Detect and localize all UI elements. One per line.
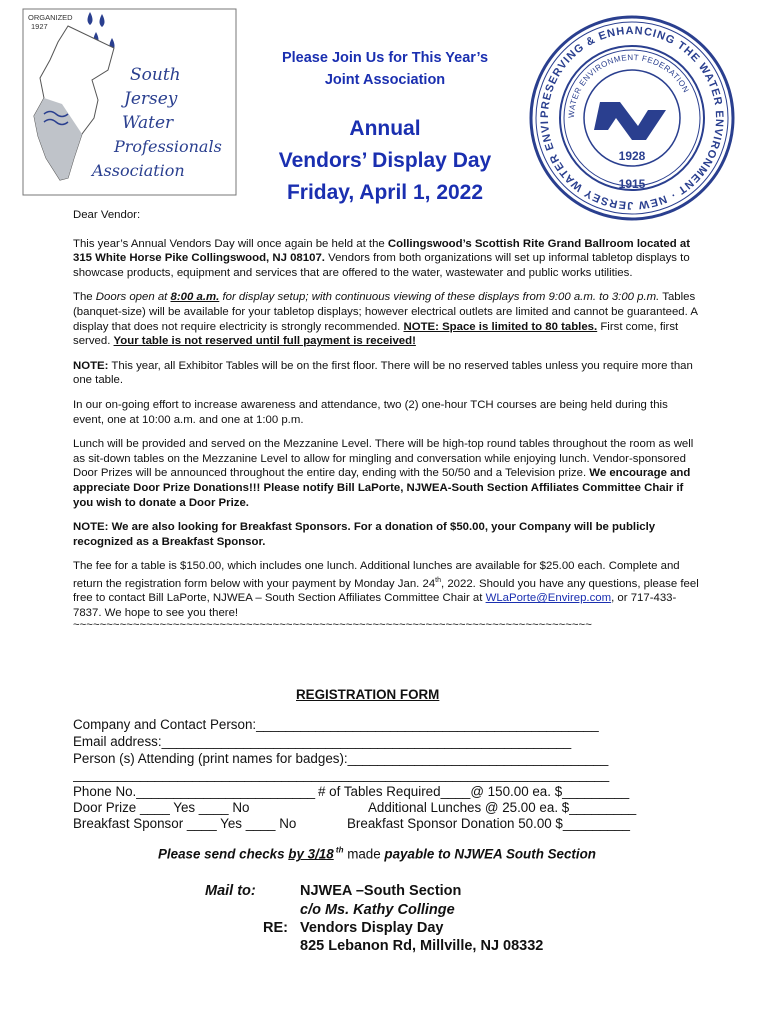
paragraph-tch-courses: In our on-going effort to increase awareness and attendance, two (2) one-hour TCH courses are being held during this event, one at 10:00 a.m. and one at 1:00 p.m. bbox=[73, 398, 668, 426]
water-drop-icon bbox=[100, 14, 105, 27]
email-address-field[interactable]: Email address:_______________________________________________________ bbox=[73, 734, 572, 749]
seal-ring-text: PRESERVING & ENHANCING THE WATER ENVIRONMENT · NEW JERSEY WATER ENVI bbox=[538, 24, 726, 212]
logo-name-line: South bbox=[130, 65, 181, 85]
page-title-event: Vendors’ Display Day bbox=[278, 149, 492, 172]
paragraph-fees: The fee for a table is $150.00, which includes one lunch. Additional lunches are available for $25.00 each. Complete and return the registration form below with your payment by Monday Jan. 24th, 2022. Should you have any questions, please feel free to contact Bill LaPorte, NJWEA – South Section Affiliates Committee Chair at WLaPorte@Envirep.com, or 717-433-7837. We hope to see you there! bbox=[73, 560, 699, 619]
checks-instruction: Please send checks by 3/18 $^{th}$ made payable to NJWEA South Section bbox=[158, 846, 596, 862]
company-contact-field[interactable]: Company and Contact Person:______________________________________________ bbox=[73, 717, 599, 732]
invite-line-1: Please Join Us for This Year’s bbox=[281, 50, 489, 66]
seal-year-outer: 1915 bbox=[618, 177, 646, 191]
page-title-annual: Annual bbox=[349, 117, 421, 140]
seal-year-inner: 1928 bbox=[618, 149, 646, 163]
invite-line-2: Joint Association bbox=[324, 72, 446, 88]
paragraph-note-tables: NOTE: This year, all Exhibitor Tables will be on the first floor. There will be no reserved tables unless you require more than one table. bbox=[73, 359, 693, 387]
mail-address-line-4: 825 Lebanon Rd, Millville, NJ 08332 bbox=[300, 938, 544, 954]
divider-tildes: ~~~~~~~~~~~~~~~~~~~~~~~~~~~~~~~~~~~~~~~~~~~~~~~~~~~~~~~~~~~~~~~~~~~~~~~~~~~~~~ bbox=[73, 620, 592, 632]
persons-attending-field[interactable]: Person (s) Attending (print names for badges):___________________________________ bbox=[73, 751, 609, 766]
paragraph-schedule: The Doors open at 8:00 a.m. for display setup; with continuous viewing of these displays from 9:00 a.m. to 3:00 p.m. Tables (banquet-size) will be available for your tabletop displays; however electrical outlets are limited and cannot be guaranteed. A display that does not require electricity is strongly recommended. NOTE: Space is limited to 80 tables. First come, first served. Your table is not reserved until full payment is received! bbox=[73, 291, 698, 348]
logo-name-line: Jersey bbox=[124, 89, 178, 109]
tables-required-field[interactable]: # of Tables Required____@ 150.00 ea. $_________ bbox=[318, 784, 630, 799]
logo-year-text: 1927 bbox=[31, 22, 48, 31]
logo-name-line: Water bbox=[122, 113, 174, 133]
mail-re-label: RE: bbox=[263, 920, 288, 936]
mail-address-line-3: Vendors Display Day bbox=[300, 920, 444, 936]
njwea-seal-logo bbox=[528, 14, 736, 222]
phone-field[interactable]: Phone No.________________________ bbox=[73, 784, 316, 799]
page-title-date: Friday, April 1, 2022 bbox=[286, 181, 484, 204]
breakfast-donation-field[interactable]: Breakfast Sponsor Donation 50.00 $_________ bbox=[347, 816, 630, 831]
water-drop-icon bbox=[88, 12, 93, 25]
breakfast-sponsor-field[interactable]: Breakfast Sponsor ____ Yes ____ No bbox=[73, 816, 297, 831]
mail-to-label: Mail to: bbox=[205, 883, 256, 899]
paragraph-breakfast-sponsor: NOTE: We are also looking for Breakfast Sponsors. For a donation of $50.00, your Company will be publicly recognized as a Breakfast Sponsor. bbox=[73, 521, 656, 548]
logo-name-line: Association bbox=[92, 161, 185, 180]
email-link[interactable]: WLaPorte@Envirep.com bbox=[485, 592, 612, 605]
registration-form-title: REGISTRATION FORM bbox=[296, 687, 440, 702]
door-prize-field[interactable]: Door Prize ____ Yes ____ No bbox=[73, 800, 250, 815]
persons-attending-field-extra[interactable]: ________________________________________________________________________ bbox=[73, 767, 610, 782]
mail-address-line-1: NJWEA –South Section bbox=[300, 883, 462, 899]
mail-address-line-2: c/o Ms. Kathy Collinge bbox=[300, 902, 455, 918]
logo-organized-text: ORGANIZED bbox=[28, 13, 73, 22]
south-jersey-water-professionals-logo bbox=[22, 8, 237, 196]
additional-lunches-field[interactable]: Additional Lunches @ 25.00 ea. $_________ bbox=[368, 800, 637, 815]
paragraph-lunch: Lunch will be provided and served on the Mezzanine Level. There will be high-top round tables throughout the room as well as sit-down tables on the Mezzanine Level to allow for mingling and conversation while enjoying lunch. Vendor-sponsored Door Prizes will be announced throughout the entire day, ending with the 50/50 and a Television prize. We encourage and appreciate Door Prize Donations!!! Please notify Bill LaPorte, NJWEA-South Section Affiliates Committee Chair if you wish to donate a Door Prize. bbox=[73, 438, 694, 509]
paragraph-venue: This year’s Annual Vendors Day will once again be held at the Collingswood’s Scottish Rite Grand Ballroom located at 315 White Horse Pike Collingswood, NJ 08107. Vendors from both organizations will set up informal tabletop displays to showcase products, equipment and services that are offered to the water, wastewater and public works utilities. bbox=[73, 237, 691, 279]
greeting: Dear Vendor: bbox=[73, 209, 141, 221]
logo-name-line: Professionals bbox=[114, 137, 222, 156]
seal-inner-text: WATER ENVIRONMENT FEDERATION bbox=[566, 52, 691, 119]
